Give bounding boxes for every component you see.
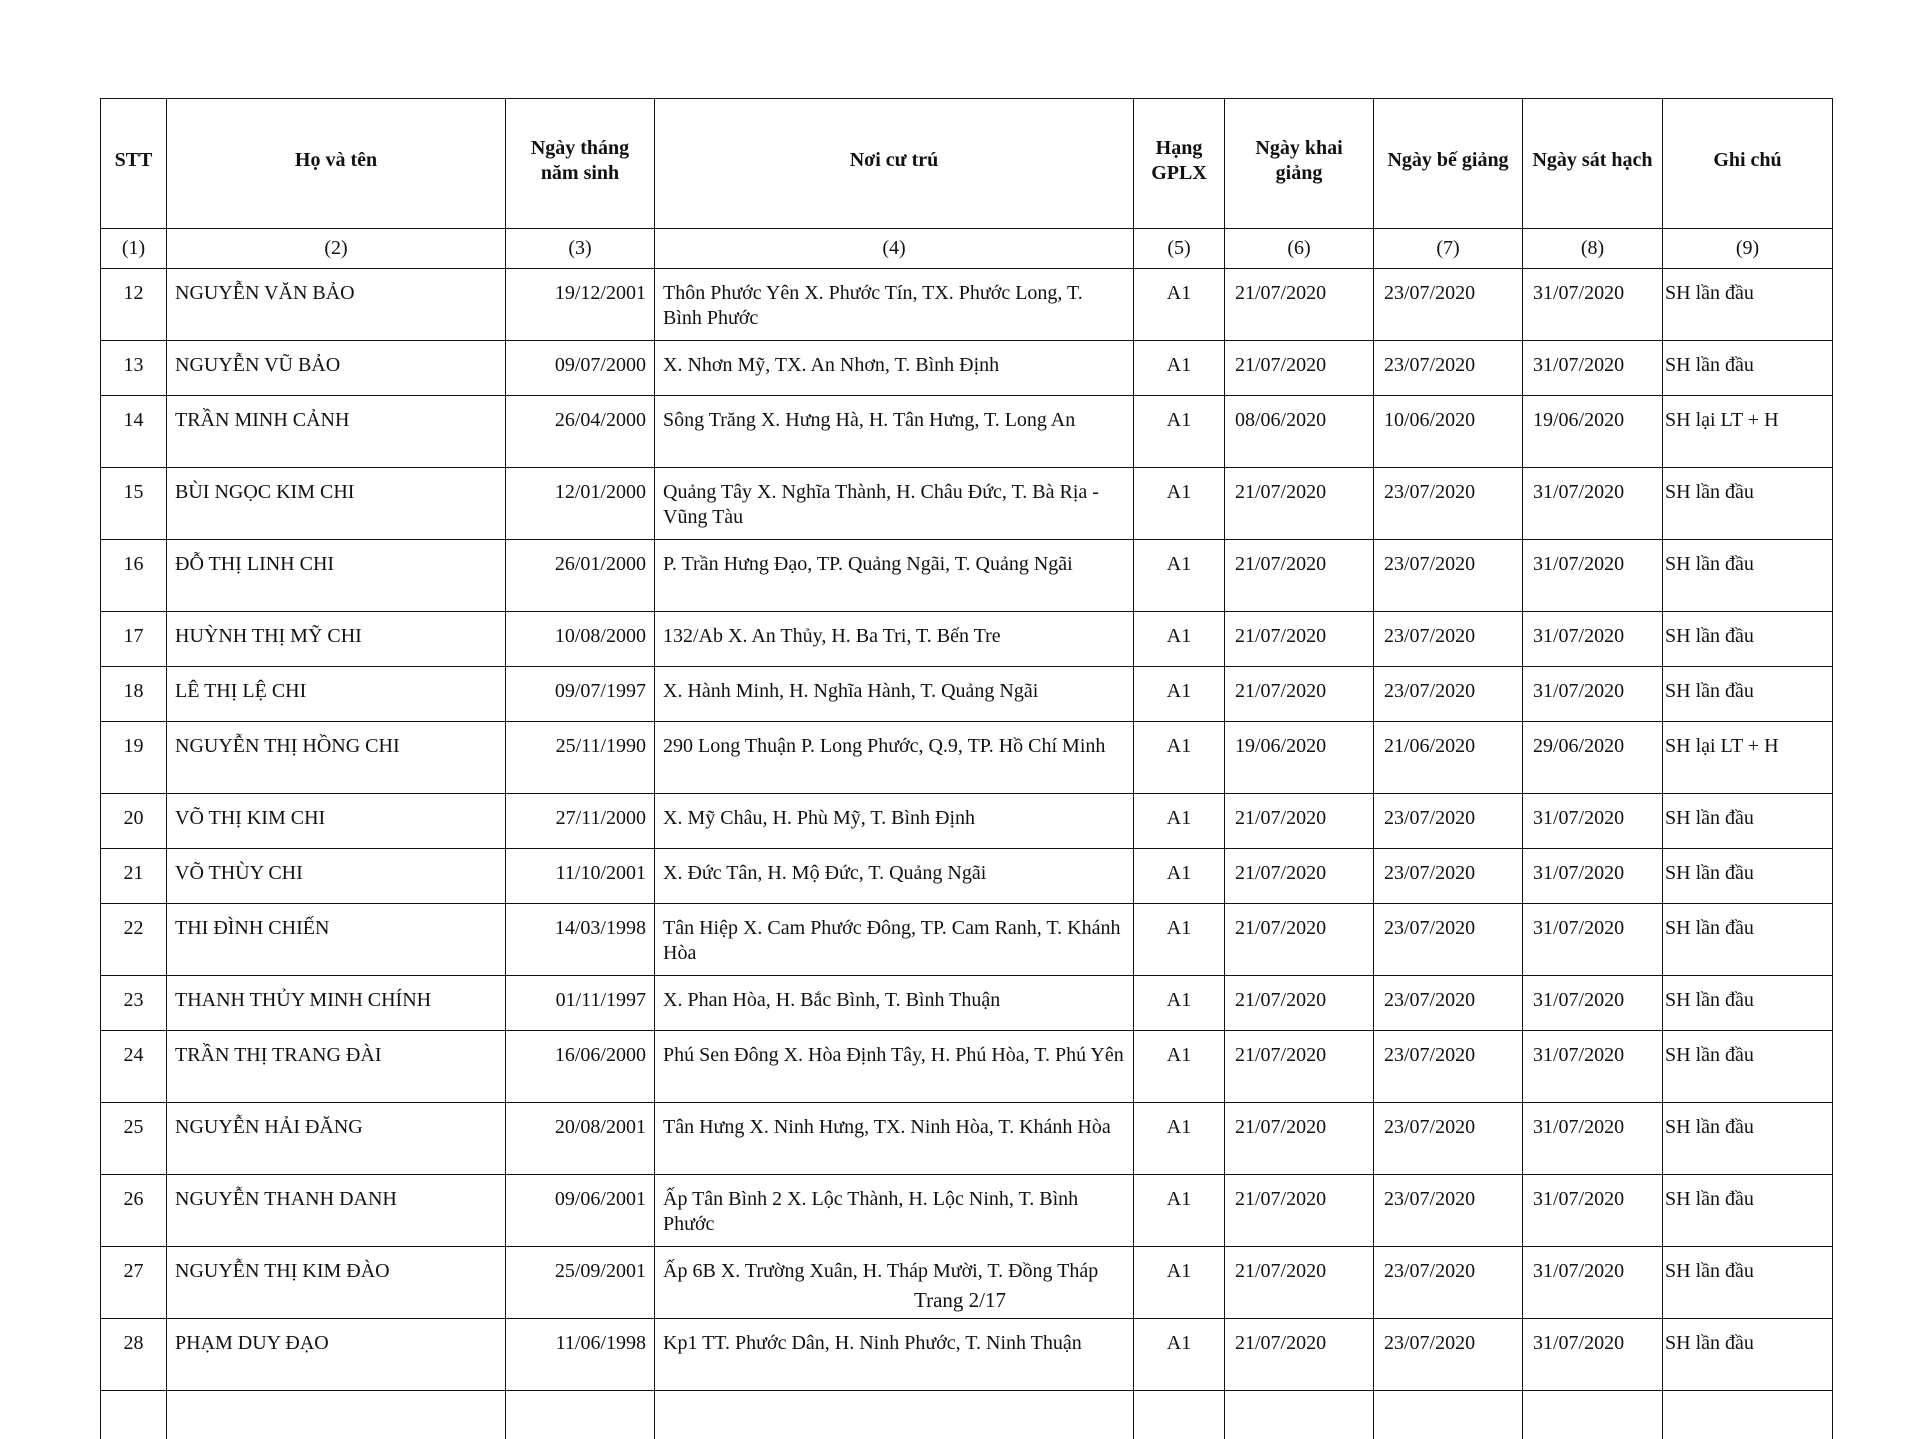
- blank-row: [101, 1391, 1833, 1439]
- cell-close-date: 23/07/2020: [1374, 468, 1523, 540]
- cell-address: Tân Hiệp X. Cam Phước Đông, TP. Cam Ranh, T. Khánh Hòa: [655, 904, 1134, 976]
- cell-name: TRẦN MINH CẢNH: [167, 396, 506, 468]
- cell-note: SH lần đầu: [1663, 612, 1833, 667]
- cell-name: NGUYỄN THỊ KIM ĐÀO: [167, 1247, 506, 1319]
- cell-address: X. Đức Tân, H. Mộ Đức, T. Quảng Ngãi: [655, 849, 1134, 904]
- table-body: [101, 269, 1833, 1391]
- blank-cell: [506, 1391, 655, 1439]
- cell-dob: 27/11/2000: [506, 794, 655, 849]
- table-row: [101, 341, 1833, 396]
- cell-stt: 23: [101, 976, 167, 1031]
- cell-address: Ấp Tân Bình 2 X. Lộc Thành, H. Lộc Ninh, T. Bình Phước: [655, 1175, 1134, 1247]
- column-number: (8): [1523, 229, 1663, 269]
- cell-address: X. Hành Minh, H. Nghĩa Hành, T. Quảng Ngãi: [655, 667, 1134, 722]
- blank-cell: [101, 1391, 167, 1439]
- cell-exam-date: 31/07/2020: [1523, 849, 1663, 904]
- header-note: Ghi chú: [1663, 99, 1833, 229]
- table-row: [101, 722, 1833, 794]
- cell-close-date: 23/07/2020: [1374, 269, 1523, 341]
- column-number: (9): [1663, 229, 1833, 269]
- cell-name: THANH THỦY MINH CHÍNH: [167, 976, 506, 1031]
- cell-license-class: A1: [1134, 1031, 1225, 1103]
- blank-cell: [1225, 1391, 1374, 1439]
- cell-name: TRẦN THỊ TRANG ĐÀI: [167, 1031, 506, 1103]
- cell-note: SH lần đầu: [1663, 976, 1833, 1031]
- cell-close-date: 23/07/2020: [1374, 1175, 1523, 1247]
- cell-license-class: A1: [1134, 1103, 1225, 1175]
- cell-exam-date: 29/06/2020: [1523, 722, 1663, 794]
- cell-exam-date: 31/07/2020: [1523, 540, 1663, 612]
- cell-license-class: A1: [1134, 1319, 1225, 1391]
- cell-license-class: A1: [1134, 468, 1225, 540]
- cell-stt: 20: [101, 794, 167, 849]
- cell-stt: 27: [101, 1247, 167, 1319]
- cell-name: BÙI NGỌC KIM CHI: [167, 468, 506, 540]
- cell-open-date: 21/07/2020: [1225, 1175, 1374, 1247]
- cell-close-date: 23/07/2020: [1374, 1031, 1523, 1103]
- blank-cell: [1374, 1391, 1523, 1439]
- cell-name: NGUYỄN HẢI ĐĂNG: [167, 1103, 506, 1175]
- table-row: [101, 269, 1833, 341]
- cell-name: PHẠM DUY ĐẠO: [167, 1319, 506, 1391]
- cell-dob: 26/01/2000: [506, 540, 655, 612]
- table-row: [101, 904, 1833, 976]
- cell-address: Quảng Tây X. Nghĩa Thành, H. Châu Đức, T. Bà Rịa - Vũng Tàu: [655, 468, 1134, 540]
- cell-stt: 15: [101, 468, 167, 540]
- cell-license-class: A1: [1134, 849, 1225, 904]
- cell-exam-date: 31/07/2020: [1523, 612, 1663, 667]
- cell-address: P. Trần Hưng Đạo, TP. Quảng Ngãi, T. Quảng Ngãi: [655, 540, 1134, 612]
- header-dob: Ngày tháng năm sinh: [506, 99, 655, 229]
- cell-close-date: 23/07/2020: [1374, 976, 1523, 1031]
- cell-stt: 28: [101, 1319, 167, 1391]
- cell-note: SH lại LT + H: [1663, 396, 1833, 468]
- cell-name: NGUYỄN THANH DANH: [167, 1175, 506, 1247]
- cell-note: SH lần đầu: [1663, 269, 1833, 341]
- cell-dob: 12/01/2000: [506, 468, 655, 540]
- cell-stt: 14: [101, 396, 167, 468]
- cell-dob: 19/12/2001: [506, 269, 655, 341]
- cell-open-date: 21/07/2020: [1225, 1031, 1374, 1103]
- registration-table: [100, 98, 1833, 1439]
- cell-dob: 09/07/2000: [506, 341, 655, 396]
- cell-stt: 18: [101, 667, 167, 722]
- cell-close-date: 21/06/2020: [1374, 722, 1523, 794]
- cell-address: Phú Sen Đông X. Hòa Định Tây, H. Phú Hòa, T. Phú Yên: [655, 1031, 1134, 1103]
- header-class: Hạng GPLX: [1134, 99, 1225, 229]
- cell-note: SH lần đầu: [1663, 849, 1833, 904]
- cell-address: Ấp 6B X. Trường Xuân, H. Tháp Mười, T. Đồng Tháp: [655, 1247, 1134, 1319]
- table-row: [101, 396, 1833, 468]
- cell-exam-date: 31/07/2020: [1523, 904, 1663, 976]
- cell-license-class: A1: [1134, 794, 1225, 849]
- header-exam-date: Ngày sát hạch: [1523, 99, 1663, 229]
- cell-note: SH lần đầu: [1663, 1247, 1833, 1319]
- cell-dob: 01/11/1997: [506, 976, 655, 1031]
- table-row: [101, 794, 1833, 849]
- cell-open-date: 21/07/2020: [1225, 468, 1374, 540]
- cell-address: Thôn Phước Yên X. Phước Tín, TX. Phước Long, T. Bình Phước: [655, 269, 1134, 341]
- cell-stt: 26: [101, 1175, 167, 1247]
- cell-name: VÕ THỊ KIM CHI: [167, 794, 506, 849]
- column-number: (7): [1374, 229, 1523, 269]
- cell-close-date: 23/07/2020: [1374, 540, 1523, 612]
- cell-address: Kp1 TT. Phước Dân, H. Ninh Phước, T. Ninh Thuận: [655, 1319, 1134, 1391]
- blank-cell: [1663, 1391, 1833, 1439]
- cell-close-date: 23/07/2020: [1374, 341, 1523, 396]
- cell-open-date: 08/06/2020: [1225, 396, 1374, 468]
- cell-dob: 09/06/2001: [506, 1175, 655, 1247]
- table-row: [101, 612, 1833, 667]
- table-row: [101, 1031, 1833, 1103]
- cell-open-date: 19/06/2020: [1225, 722, 1374, 794]
- page-number: Trang 2/17: [0, 1288, 1920, 1313]
- cell-open-date: 21/07/2020: [1225, 1103, 1374, 1175]
- cell-dob: 10/08/2000: [506, 612, 655, 667]
- cell-close-date: 23/07/2020: [1374, 1319, 1523, 1391]
- cell-dob: 11/10/2001: [506, 849, 655, 904]
- header-row: [101, 99, 1833, 229]
- cell-note: SH lần đầu: [1663, 1319, 1833, 1391]
- header-stt: STT: [101, 99, 167, 229]
- cell-note: SH lần đầu: [1663, 468, 1833, 540]
- cell-name: NGUYỄN THỊ HỒNG CHI: [167, 722, 506, 794]
- cell-close-date: 23/07/2020: [1374, 849, 1523, 904]
- cell-address: Tân Hưng X. Ninh Hưng, TX. Ninh Hòa, T. Khánh Hòa: [655, 1103, 1134, 1175]
- blank-cell: [1134, 1391, 1225, 1439]
- cell-exam-date: 31/07/2020: [1523, 1175, 1663, 1247]
- cell-name: ĐỖ THỊ LINH CHI: [167, 540, 506, 612]
- cell-exam-date: 31/07/2020: [1523, 468, 1663, 540]
- cell-note: SH lần đầu: [1663, 540, 1833, 612]
- cell-exam-date: 31/07/2020: [1523, 1247, 1663, 1319]
- cell-note: SH lần đầu: [1663, 904, 1833, 976]
- cell-dob: 26/04/2000: [506, 396, 655, 468]
- column-number: (3): [506, 229, 655, 269]
- cell-note: SH lần đầu: [1663, 1175, 1833, 1247]
- cell-note: SH lần đầu: [1663, 667, 1833, 722]
- cell-license-class: A1: [1134, 396, 1225, 468]
- cell-name: HUỲNH THỊ MỸ CHI: [167, 612, 506, 667]
- cell-license-class: A1: [1134, 667, 1225, 722]
- cell-open-date: 21/07/2020: [1225, 269, 1374, 341]
- cell-close-date: 23/07/2020: [1374, 1247, 1523, 1319]
- header-close-date: Ngày bế giảng: [1374, 99, 1523, 229]
- cell-exam-date: 31/07/2020: [1523, 1103, 1663, 1175]
- cell-address: X. Nhơn Mỹ, TX. An Nhơn, T. Bình Định: [655, 341, 1134, 396]
- cell-name: THI ĐÌNH CHIẾN: [167, 904, 506, 976]
- blank-cell: [1523, 1391, 1663, 1439]
- cell-exam-date: 31/07/2020: [1523, 1319, 1663, 1391]
- table-row: [101, 976, 1833, 1031]
- blank-cell: [655, 1391, 1134, 1439]
- column-number: (5): [1134, 229, 1225, 269]
- cell-stt: 16: [101, 540, 167, 612]
- cell-note: SH lần đầu: [1663, 1103, 1833, 1175]
- cell-close-date: 23/07/2020: [1374, 1103, 1523, 1175]
- table-row: [101, 667, 1833, 722]
- cell-note: SH lần đầu: [1663, 1031, 1833, 1103]
- cell-license-class: A1: [1134, 1247, 1225, 1319]
- cell-name: NGUYỄN VŨ BẢO: [167, 341, 506, 396]
- cell-exam-date: 31/07/2020: [1523, 1031, 1663, 1103]
- cell-exam-date: 31/07/2020: [1523, 976, 1663, 1031]
- cell-exam-date: 19/06/2020: [1523, 396, 1663, 468]
- cell-address: 132/Ab X. An Thủy, H. Ba Tri, T. Bến Tre: [655, 612, 1134, 667]
- cell-name: LÊ THỊ LỆ CHI: [167, 667, 506, 722]
- cell-exam-date: 31/07/2020: [1523, 667, 1663, 722]
- cell-close-date: 23/07/2020: [1374, 667, 1523, 722]
- cell-note: SH lại LT + H: [1663, 722, 1833, 794]
- cell-stt: 24: [101, 1031, 167, 1103]
- cell-name: VÕ THÙY CHI: [167, 849, 506, 904]
- cell-stt: 17: [101, 612, 167, 667]
- cell-license-class: A1: [1134, 341, 1225, 396]
- cell-license-class: A1: [1134, 269, 1225, 341]
- header-open-date: Ngày khai giảng: [1225, 99, 1374, 229]
- cell-license-class: A1: [1134, 722, 1225, 794]
- cell-close-date: 10/06/2020: [1374, 396, 1523, 468]
- table-row: [101, 468, 1833, 540]
- cell-note: SH lần đầu: [1663, 341, 1833, 396]
- cell-name: NGUYỄN VĂN BẢO: [167, 269, 506, 341]
- cell-license-class: A1: [1134, 540, 1225, 612]
- column-number: (1): [101, 229, 167, 269]
- column-number: (4): [655, 229, 1134, 269]
- table-row: [101, 1319, 1833, 1391]
- cell-license-class: A1: [1134, 976, 1225, 1031]
- cell-dob: 25/09/2001: [506, 1247, 655, 1319]
- table-row: [101, 849, 1833, 904]
- cell-dob: 09/07/1997: [506, 667, 655, 722]
- header-name: Họ và tên: [167, 99, 506, 229]
- table-row: [101, 1175, 1833, 1247]
- cell-stt: 22: [101, 904, 167, 976]
- cell-open-date: 21/07/2020: [1225, 540, 1374, 612]
- cell-address: 290 Long Thuận P. Long Phước, Q.9, TP. Hồ Chí Minh: [655, 722, 1134, 794]
- cell-license-class: A1: [1134, 1175, 1225, 1247]
- cell-stt: 19: [101, 722, 167, 794]
- cell-open-date: 21/07/2020: [1225, 341, 1374, 396]
- cell-open-date: 21/07/2020: [1225, 1319, 1374, 1391]
- cell-note: SH lần đầu: [1663, 794, 1833, 849]
- column-number: (2): [167, 229, 506, 269]
- cell-address: Sông Trăng X. Hưng Hà, H. Tân Hưng, T. Long An: [655, 396, 1134, 468]
- cell-stt: 21: [101, 849, 167, 904]
- cell-exam-date: 31/07/2020: [1523, 341, 1663, 396]
- table-row: [101, 540, 1833, 612]
- blank-cell: [167, 1391, 506, 1439]
- column-number-row: [101, 229, 1833, 269]
- cell-stt: 25: [101, 1103, 167, 1175]
- cell-close-date: 23/07/2020: [1374, 904, 1523, 976]
- cell-open-date: 21/07/2020: [1225, 976, 1374, 1031]
- table-row: [101, 1103, 1833, 1175]
- cell-address: X. Phan Hòa, H. Bắc Bình, T. Bình Thuận: [655, 976, 1134, 1031]
- cell-dob: 14/03/1998: [506, 904, 655, 976]
- cell-stt: 13: [101, 341, 167, 396]
- cell-open-date: 21/07/2020: [1225, 1247, 1374, 1319]
- cell-open-date: 21/07/2020: [1225, 849, 1374, 904]
- cell-exam-date: 31/07/2020: [1523, 794, 1663, 849]
- cell-stt: 12: [101, 269, 167, 341]
- cell-close-date: 23/07/2020: [1374, 794, 1523, 849]
- cell-exam-date: 31/07/2020: [1523, 269, 1663, 341]
- cell-open-date: 21/07/2020: [1225, 794, 1374, 849]
- column-number: (6): [1225, 229, 1374, 269]
- cell-dob: 20/08/2001: [506, 1103, 655, 1175]
- cell-license-class: A1: [1134, 612, 1225, 667]
- cell-dob: 25/11/1990: [506, 722, 655, 794]
- cell-address: X. Mỹ Châu, H. Phù Mỹ, T. Bình Định: [655, 794, 1134, 849]
- cell-dob: 11/06/1998: [506, 1319, 655, 1391]
- cell-open-date: 21/07/2020: [1225, 667, 1374, 722]
- cell-open-date: 21/07/2020: [1225, 904, 1374, 976]
- cell-license-class: A1: [1134, 904, 1225, 976]
- header-address: Nơi cư trú: [655, 99, 1134, 229]
- cell-dob: 16/06/2000: [506, 1031, 655, 1103]
- cell-close-date: 23/07/2020: [1374, 612, 1523, 667]
- cell-open-date: 21/07/2020: [1225, 612, 1374, 667]
